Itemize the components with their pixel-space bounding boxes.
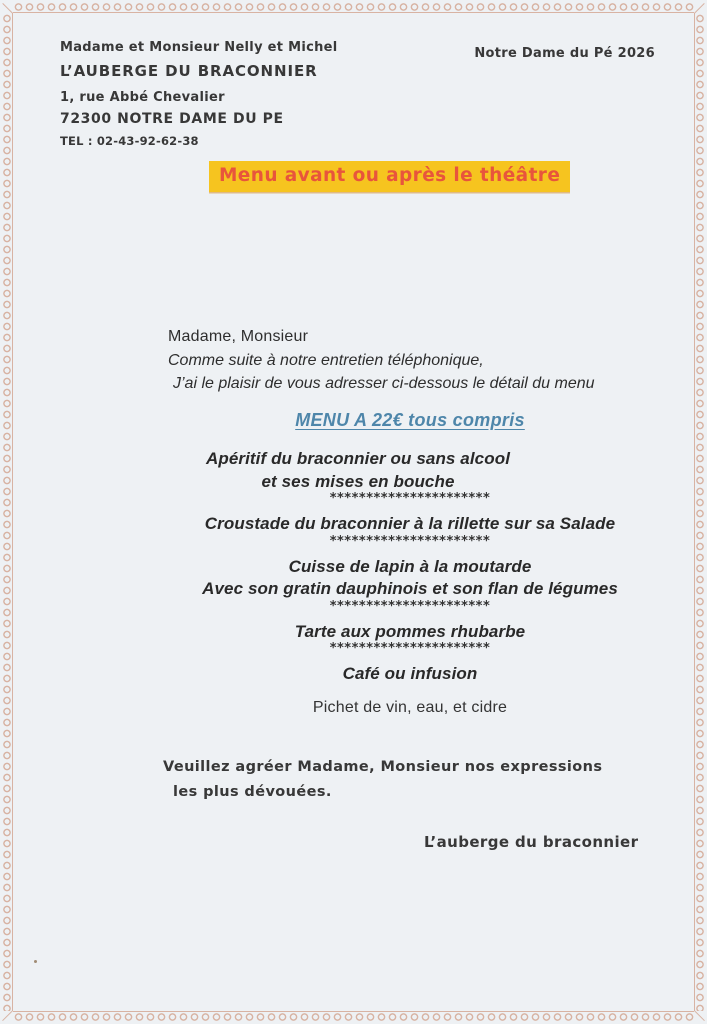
intro-line-1: Comme suite à notre entretien téléphonique, (168, 352, 484, 369)
course-line: Croustade du braconnier à la rillette sur sa Salade (204, 514, 616, 533)
menu-banner-title: Menu avant ou après le théâtre (209, 161, 570, 192)
closing-line-1: Veuillez agréer Madame, Monsieur nos expressions (163, 759, 603, 775)
course-line: Tarte aux pommes rhubarbe (294, 621, 526, 641)
scan-speck (34, 960, 37, 963)
sender-phone: TEL : 02-43-92-62-38 (60, 134, 199, 148)
asterisk-separator: ********************** (329, 598, 491, 614)
closing-line-2: les plus dévouées. (173, 784, 332, 800)
menu-course-dessert (110, 621, 707, 656)
course-line: Cuisse de lapin à la moutarde (288, 556, 532, 576)
sender-address-block (60, 40, 338, 148)
course-line: Apéritif du braconnier ou sans alcool (205, 449, 511, 468)
menu-drinks-note: Pichet de vin, eau, et cidre (312, 698, 508, 716)
menu-course-plat (110, 556, 707, 613)
asterisk-separator: ********************** (329, 641, 491, 656)
place-and-year: Notre Dame du Pé 2026 (474, 46, 655, 61)
closing-formula (163, 755, 602, 805)
sender-city: 72300 NOTRE DAME DU PE (60, 111, 284, 127)
asterisk-separator: ********************** (329, 491, 491, 506)
sender-street: 1, rue Abbé Chevalier (60, 90, 225, 105)
course-line: et ses mises en bouche (261, 471, 455, 491)
course-line: Café ou infusion (342, 664, 478, 683)
lace-border-top (13, 2, 694, 13)
menu-heading: MENU A 22€ tous compris (295, 410, 525, 430)
sender-names: Madame et Monsieur Nelly et Michel (60, 40, 338, 55)
menu-course-entree (110, 513, 707, 548)
lace-corner-bottom-left (2, 1010, 13, 1021)
course-line: Avec son gratin dauphinois et son flan de légumes (202, 579, 618, 598)
lace-border-bottom (13, 1011, 694, 1022)
sender-business: L’AUBERGE DU BRACONNIER (60, 62, 318, 80)
asterisk-separator: ********************** (329, 533, 491, 549)
lace-border-left (2, 13, 13, 1011)
menu-course-aperitif (110, 448, 707, 505)
lace-corner-bottom-right (694, 1010, 705, 1021)
intro-line-2: J’ai le plaisir de vous adresser ci-dessous le détail du menu (173, 374, 595, 392)
salutation: Madame, Monsieur (168, 328, 309, 345)
menu-section (110, 410, 707, 717)
letter-intro (168, 328, 595, 395)
menu-course-cafe (110, 663, 707, 686)
signature: L’auberge du braconnier (424, 833, 639, 851)
